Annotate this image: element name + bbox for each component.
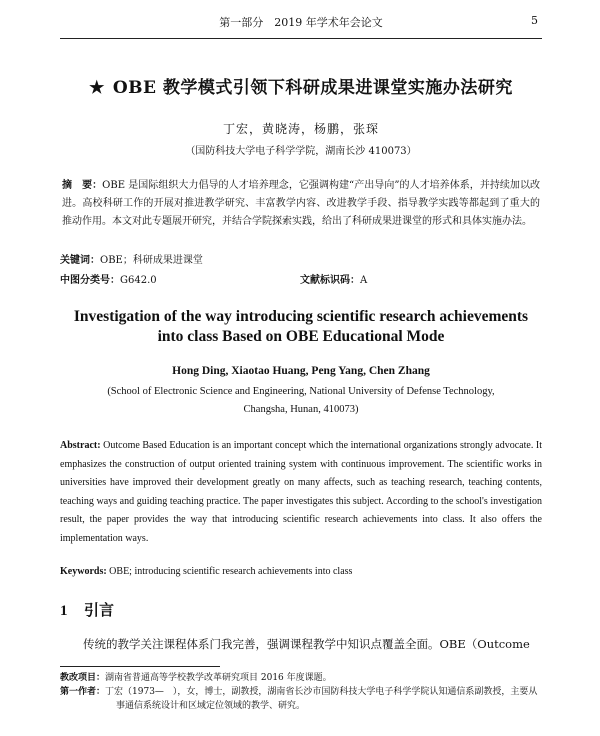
page-number: 5 (531, 14, 538, 27)
footnote-author-text: 丁宏（1973— ），女，博士，副教授，湖南省长沙市国防科技大学电子科学学院认知通信系副教授，主要从事通信系统设计和区域定位领域的教学、研究。 (105, 687, 538, 711)
chinese-affiliation: （国防科技大学电子科学学院，湖南长沙 410073） (185, 146, 417, 157)
english-affiliation-line2: Changsha, Hunan, 410073) (243, 404, 359, 415)
footnotes (60, 671, 542, 713)
running-header (60, 0, 542, 39)
footnote-divider (60, 666, 220, 667)
star-icon: ★ (89, 78, 105, 98)
english-affiliation (60, 383, 542, 419)
section-title: 引言 (84, 601, 115, 619)
chinese-authors: 丁宏，黄晓涛，杨鹏，张琛 (222, 122, 379, 136)
footnote-author-label: 第一作者： (60, 687, 106, 697)
footnote-author (60, 685, 542, 713)
chinese-title (60, 73, 542, 98)
english-keywords (60, 566, 542, 577)
document-code-label: 文献标识码： (300, 275, 360, 286)
section-heading (60, 599, 542, 620)
classification-line (60, 271, 542, 285)
footnote-fund-text: 湖南省普通高等学校教学改革研究项目 2016 年度课题。 (105, 673, 332, 683)
chinese-abstract-text: OBE 是国际组织大力倡导的人才培养理念，它强调构建“产出导向”的人才培养体系，并持续加以改进。高校科研工作的开展对推进教学研究、丰富教学内容、改进教学手段、指导教学实践等都起到了重大的推动作用。本文对此专题展开研究，并结合学院探索实践，给出了科研成果进课堂的形式和具体实施办法。 (62, 180, 541, 227)
document-code-value: A (360, 275, 368, 286)
class-number-value: G642.0 (120, 275, 157, 286)
english-authors: Hong Ding, Xiaotao Huang, Peng Yang, Chen Zhang (172, 365, 430, 377)
running-title: 第一部分 2019 年学术年会论文 (219, 16, 383, 29)
chinese-abstract-label: 摘 要： (62, 180, 103, 191)
chinese-title-text: OBE 教学模式引领下科研成果进课堂实施办法研究 (112, 78, 513, 98)
chinese-keywords-label: 关键词： (60, 255, 100, 266)
document-code (300, 271, 367, 286)
english-keywords-label: Keywords: (60, 566, 107, 577)
english-keywords-text: OBE; introducing scientific research achievements into class (109, 566, 353, 577)
english-title: Investigation of the way introducing scientific research achievements into class Based on OBE Educational Mode (73, 308, 529, 345)
english-abstract (60, 437, 542, 548)
section-number: 1 (60, 603, 68, 619)
footnote-fund (60, 671, 542, 685)
english-affiliation-line1: (School of Electronic Science and Engineering, National University of Defense Technology, (107, 386, 495, 397)
chinese-keywords-text: OBE；科研成果进课堂 (100, 255, 203, 266)
english-abstract-label: Abstract: (60, 440, 101, 451)
footnote-fund-label: 教改项目： (60, 673, 106, 683)
chinese-keywords (60, 251, 542, 266)
body-paragraph: 传统的教学关注课程体系门我完善，强调课程教学中知识点覆盖全面。OBE（Outcome (83, 637, 530, 651)
class-number-label: 中图分类号： (60, 275, 120, 286)
english-abstract-text: Outcome Based Education is an important concept which the international organizations strongly advocate. It emphasizes the construction of output oriented training system with continuous improvement. The scientific works in universities have improved their development greatly on many affects, such as teaching research, teaching contents, teaching ways and guiding teaching practice. The paper investigates this subject. According to the school's investigation result, the paper provides the way that introducing scientific research achievements into class. It also offers the implementation ways. (60, 440, 543, 544)
chinese-abstract (60, 177, 542, 231)
class-number (60, 275, 157, 286)
